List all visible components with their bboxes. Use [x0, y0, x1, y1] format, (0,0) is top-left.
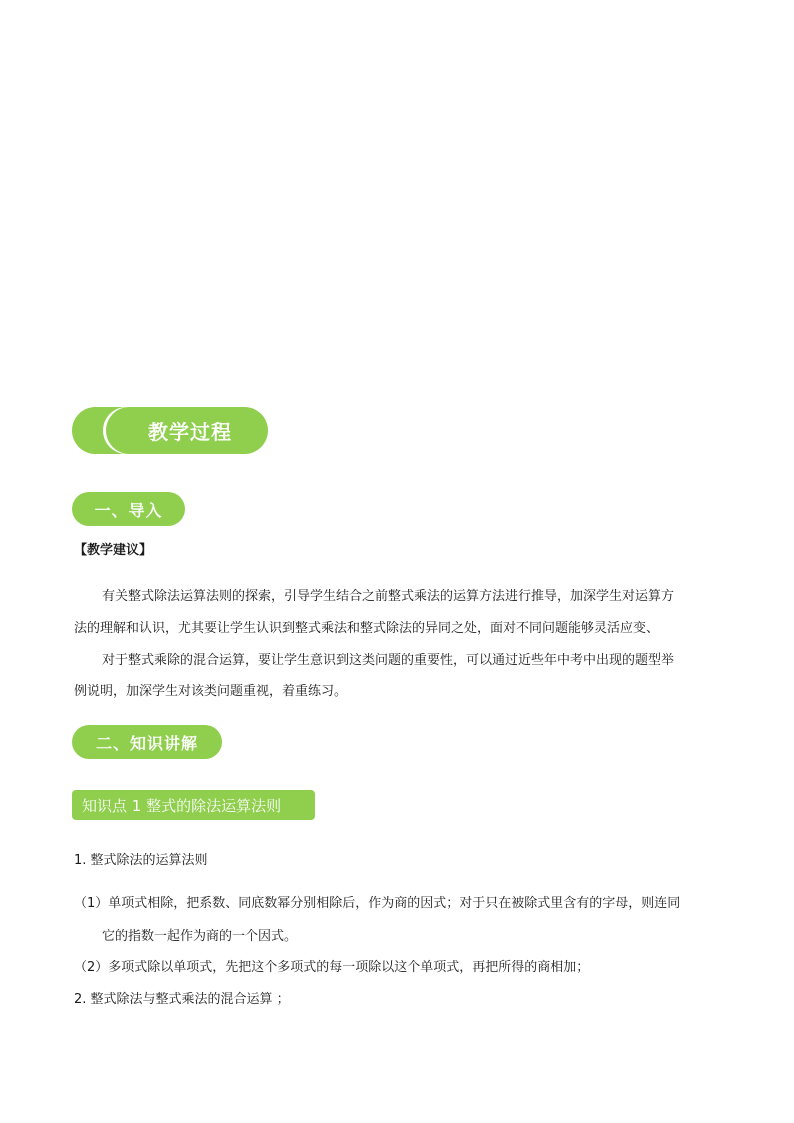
rule-sub-2: （2）多项式除以单项式，先把这个多项式的每一项除以这个单项式，再把所得的商相加；: [74, 960, 590, 975]
rule-item-1: 1. 整式除法的运算法则: [74, 853, 208, 868]
intro-paragraph-1-line-1: 有关整式除法运算法则的探索，引导学生结合之前整式乘法的运算方法进行推导，加深学生对运算方: [102, 589, 675, 604]
knowledge-point-1-title: 知识点 1 整式的除法运算法则: [82, 796, 282, 815]
teaching-advice-label: 【教学建议】: [74, 543, 153, 558]
section-banner-teaching-process: [72, 407, 268, 454]
rule-item-2: 2. 整式除法与整式乘法的混合运算 ；: [74, 992, 290, 1007]
intro-paragraph-1-line-2: 法的理解和认识，尤其要让学生认识到整式乘法和整式除法的异同之处，面对不同问题能够灵活应变、: [74, 621, 660, 636]
intro-paragraph-2-line-1: 对于整式乘除的混合运算，要让学生意识到这类问题的重要性，可以通过近些年中考中出现的题型举: [102, 653, 675, 668]
rule-sub-1-line-2: 它的指数一起作为商的一个因式。: [102, 929, 298, 944]
heading-intro-label: 一、导入: [94, 500, 163, 520]
heading-knowledge-label: 二、知识讲解: [95, 733, 198, 753]
heading-knowledge: [72, 725, 222, 759]
knowledge-point-1-tab: [72, 790, 315, 820]
heading-intro: [72, 492, 185, 526]
rule-sub-1-line-1: （1）单项式相除，把系数、同底数幂分别相除后，作为商的因式；对于只在被除式里含有的字母，则连同: [74, 896, 681, 911]
section-title: 教学过程: [148, 420, 232, 444]
intro-paragraph-2-line-2: 例说明，加深学生对该类问题重视，着重练习。: [74, 684, 348, 699]
banner-pill-front: [106, 407, 268, 454]
